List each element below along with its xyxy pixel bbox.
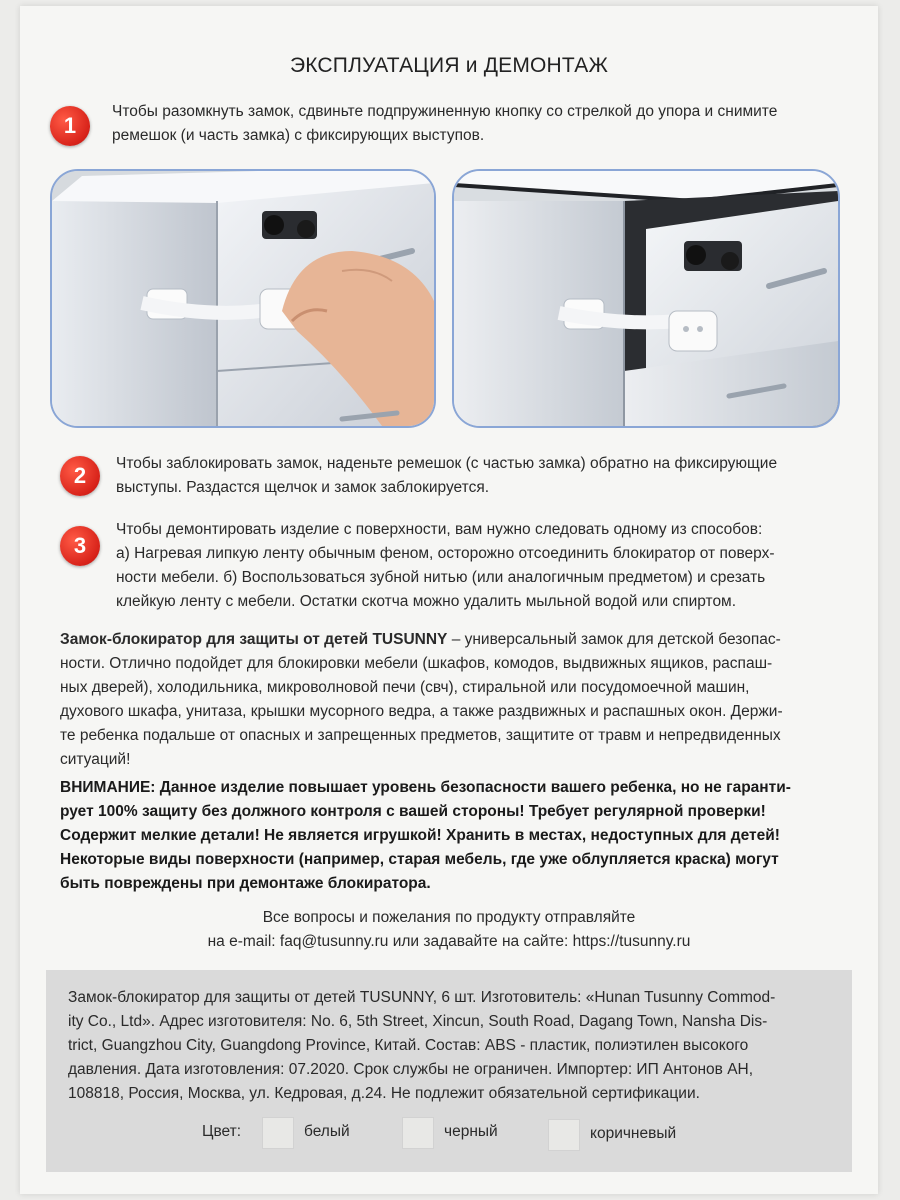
color-checkbox-white[interactable]	[262, 1117, 294, 1149]
warning-line: ВНИМАНИЕ: Данное изделие повышает уровень безопасности вашего ребенка, но не гаранти-	[60, 779, 791, 796]
step-2-text	[116, 452, 866, 500]
contacts-email-site: на e-mail: faq@tusunny.ru или задавайте на сайте: https://tusunny.ru	[207, 933, 691, 950]
product-description	[60, 628, 860, 772]
photo-unlock-illustration	[52, 171, 434, 426]
description-line	[60, 628, 860, 652]
color-checkbox-black[interactable]	[402, 1117, 434, 1149]
step-2-badge: 2	[60, 456, 100, 496]
color-label: Цвет:	[202, 1123, 242, 1140]
info-line: ity Co., Ltd». Адрес изготовителя: No. 6, 5th Street, Xincun, South Road, Dagang Town, Nansha Dis-	[68, 1013, 768, 1030]
info-line: trict, Guangzhou City, Guangdong Province, Китай. Состав: ABS - пластик, полиэтилен высокого	[68, 1037, 749, 1054]
info-line: Замок-блокиратор для защиты от детей TUSUNNY, 6 шт. Изготовитель: «Hunan Tusunny Commod-	[68, 989, 776, 1006]
photo-locked	[452, 169, 840, 428]
step-3-line: ности мебели. б) Воспользоваться зубной нитью (или аналогичным предметом) и срезать	[116, 569, 766, 586]
step-1-line: ремешок (и часть замка) с фиксирующих выступов.	[112, 127, 485, 144]
color-options	[46, 1117, 852, 1151]
warning-line: быть повреждены при демонтаже блокиратора.	[60, 875, 431, 892]
info-line: давления. Дата изготовления: 07.2020. Срок службы не ограничен. Импортер: ИП Антонов АН,	[68, 1061, 754, 1078]
instruction-sheet	[20, 6, 878, 1194]
manufacturer-info-text	[68, 986, 832, 1106]
color-option-brown: коричневый	[590, 1125, 677, 1142]
info-line: 108818, Россия, Москва, ул. Кедровая, д.24. Не подлежит обязательной сертификации.	[68, 1085, 700, 1102]
warning-line: Некоторые виды поверхности (например, старая мебель, где уже облупляется краска) могут	[60, 851, 779, 868]
step-3-line: Чтобы демонтировать изделие с поверхности, вам нужно следовать одному из способов:	[116, 521, 763, 538]
warning-block	[60, 776, 860, 896]
photo-locked-illustration	[454, 171, 838, 426]
contacts-intro: Все вопросы и пожелания по продукту отправляйте	[262, 909, 636, 926]
step-3-line: а) Нагревая липкую ленту обычным феном, осторожно отсоединить блокиратор от поверх-	[116, 545, 775, 562]
description-line: ных дверей), холодильника, микроволновой печи (свч), стиральной или посудомоечной машин,	[60, 679, 750, 696]
contacts-block	[20, 906, 878, 954]
photo-unlock	[50, 169, 436, 428]
page-title: ЭКСПЛУАТАЦИЯ и ДЕМОНТАЖ	[289, 54, 609, 77]
step-2-line: Чтобы заблокировать замок, наденьте ремешок (с частью замка) обратно на фиксирующие	[116, 455, 778, 472]
color-option-black: черный	[444, 1123, 498, 1140]
step-1-badge: 1	[50, 106, 90, 146]
step-3-text	[116, 518, 866, 614]
warning-line: Содержит мелкие детали! Не является игрушкой! Хранить в местах, недоступных для детей!	[60, 827, 780, 844]
manufacturer-info-box	[46, 970, 852, 1172]
product-name: Замок-блокиратор для защиты от детей TUSUNNY	[60, 631, 448, 648]
step-3-badge: 3	[60, 526, 100, 566]
description-line: ности. Отлично подойдет для блокировки мебели (шкафов, комодов, выдвижных ящиков, распаш-	[60, 655, 773, 672]
warning-line: рует 100% защиту без должного контроля с вашей стороны! Требует регулярной проверки!	[60, 803, 766, 820]
description-line: те ребенка подальше от опасных и запрещенных предметов, защитите от травм и непредвиденных	[60, 727, 781, 744]
description-text: – универсальный замок для детской безопас-	[447, 631, 781, 648]
step-2-line: выступы. Раздастся щелчок и замок заблокируется.	[116, 479, 490, 496]
step-1-text	[112, 100, 872, 148]
step-1-line: Чтобы разомкнуть замок, сдвиньте подпружиненную кнопку со стрелкой до упора и снимите	[112, 103, 778, 120]
color-checkbox-brown[interactable]	[548, 1119, 580, 1151]
step-3-line: клейкую ленту с мебели. Остатки скотча можно удалить мыльной водой или спиртом.	[116, 593, 737, 610]
description-line: духового шкафа, унитаза, крышки мусорного ведра, а также раздвижных и распашных окон. Держи-	[60, 703, 783, 720]
description-line: ситуаций!	[60, 751, 131, 768]
color-option-white: белый	[304, 1123, 350, 1140]
